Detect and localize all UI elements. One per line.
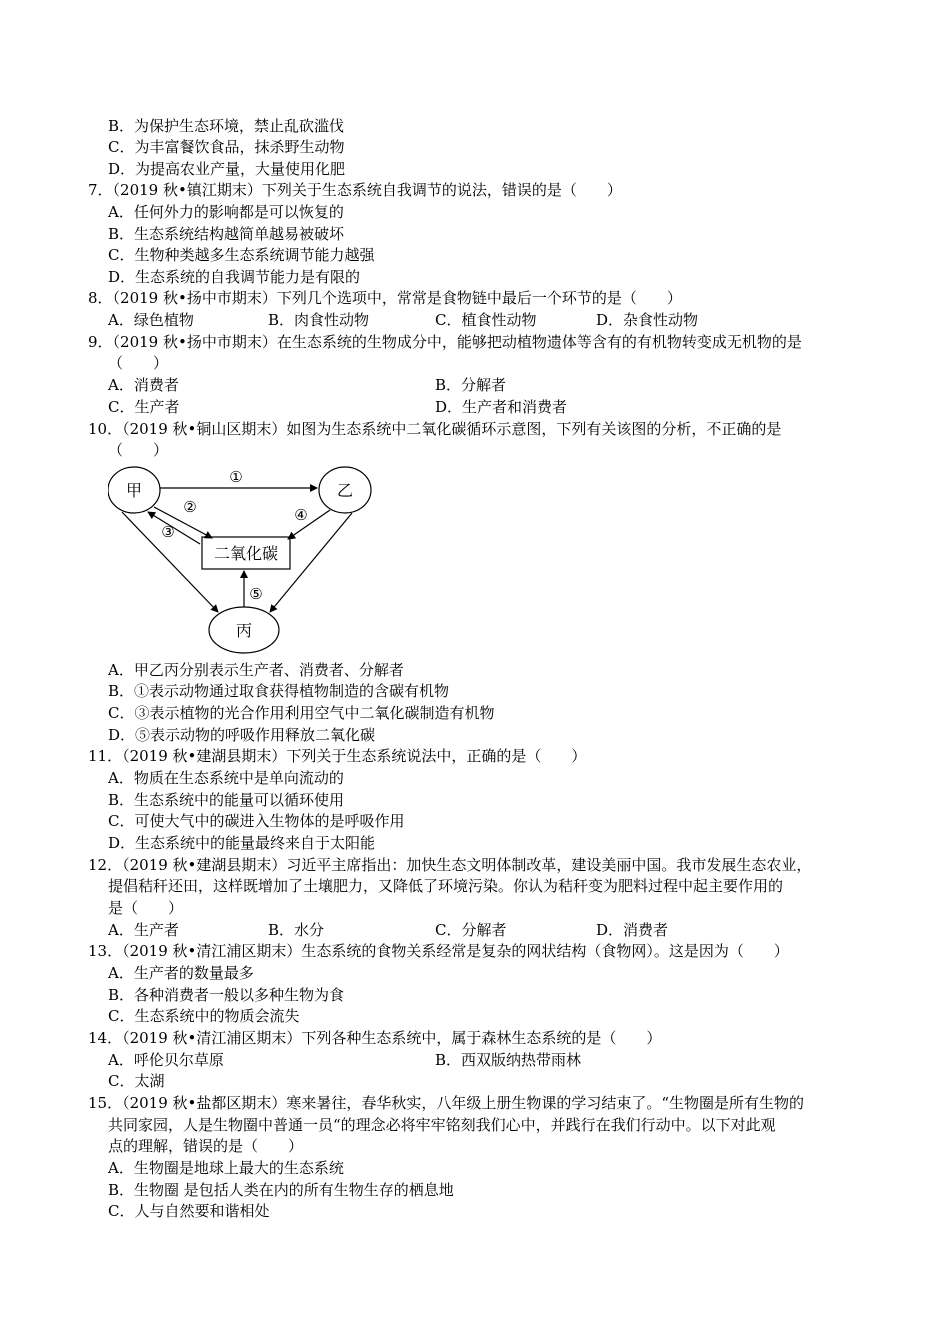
question-12-stem-cont1: 提倡秸秆还田，这样既增加了土壤肥力，又降低了环境污染。你认为秸秆变为肥料过程中起主要作用的 [108,877,784,895]
question-10-stem-cont: （ ） [108,441,169,459]
q7-option-d: D．生态系统的自我调节能力是有限的 [108,268,361,286]
question-8-stem: 8．（2019 秋•扬中市期末）下列几个选项中，常常是食物链中最后一个环节的是（ ） [88,289,682,307]
q12-option-a: A．生产者 [108,921,179,939]
q10-option-c: C．③表示植物的光合作用利用空气中二氧化碳制造有机物 [108,704,495,722]
q12-option-c: C．分解者 [435,921,507,939]
q8-option-c: C．植食性动物 [435,311,537,329]
q15-option-a: A．生物圈是地球上最大的生态系统 [108,1159,344,1177]
question-13-stem: 13．（2019 秋•清江浦区期末）生态系统的食物关系经常是复杂的网状结构（食物网）。这是因为（ ） [88,942,789,960]
label-5: ⑤ [249,585,263,603]
node-jia-label: 甲 [125,481,143,500]
node-yi-label: 乙 [336,481,354,500]
question-15-stem-cont1: 共同家园，人是生物圈中普通一员“的理念必将牢牢铭刻我们心中，并践行在我们行动中。以下对此观 [108,1116,776,1134]
q9-option-c: C．生产者 [108,398,180,416]
q13-option-c: C．生态系统中的物质会流失 [108,1007,300,1025]
q13-option-a: A．生产者的数量最多 [108,964,254,982]
q14-option-a: A．呼伦贝尔草原 [108,1051,224,1069]
q9-option-b: B．分解者 [435,376,507,394]
q15-option-b: B．生物圈 是包括人类在内的所有生物生存的栖息地 [108,1181,454,1199]
label-1: ① [229,468,243,486]
q14-option-b: B．西双版纳热带雨林 [435,1051,582,1069]
q11-option-d: D．生态系统中的能量最终来自于太阳能 [108,834,376,852]
carbon-cycle-diagram [108,462,378,662]
label-3: ③ [161,523,175,541]
label-2: ② [183,498,197,516]
q13-option-b: B．各种消费者一般以多种生物为食 [108,986,345,1004]
q8-option-b: B．肉食性动物 [268,311,370,329]
question-9-stem-cont: （ ） [108,354,169,372]
node-bing-label: 丙 [235,621,253,640]
q6-option-b: B．为保护生态环境，禁止乱砍滥伐 [108,117,345,135]
label-4: ④ [294,506,308,524]
q7-option-a: A．任何外力的影响都是可以恢复的 [108,203,344,221]
q11-option-b: B．生态系统中的能量可以循环使用 [108,791,345,809]
co2-box-label: 二氧化碳 [213,544,279,563]
question-15-stem: 15．（2019 秋•盐都区期末）寒来暑往，春华秋实，八年级上册生物课的学习结束了。“生物圈是所有生物的 [88,1094,805,1112]
question-15-stem-cont2: 点的理解，错误的是（ ） [108,1137,304,1155]
q8-option-a: A．绿色植物 [108,311,194,329]
q10-option-a: A．甲乙丙分别表示生产者、消费者、分解者 [108,661,404,679]
q12-option-b: B．水分 [268,921,325,939]
question-9-stem: 9．（2019 秋•扬中市期末）在生态系统的生物成分中，能够把动植物遗体等含有的有机物转变成无机物的是 [88,333,802,351]
q6-option-d: D．为提高农业产量，大量使用化肥 [108,160,346,178]
question-12-stem-cont2: 是（ ） [108,899,184,917]
q6-option-c: C．为丰富餐饮食品，抹杀野生动物 [108,138,345,156]
question-14-stem: 14．（2019 秋•清江浦区期末）下列各种生态系统中，属于森林生态系统的是（ ） [88,1029,662,1047]
q14-option-c: C．太湖 [108,1072,165,1090]
q12-option-d: D．消费者 [596,921,669,939]
question-7-stem: 7．（2019 秋•镇江期末）下列关于生态系统自我调节的说法，错误的是（ ） [88,181,622,199]
q7-option-b: B．生态系统结构越简单越易被破坏 [108,225,345,243]
q8-option-d: D．杂食性动物 [596,311,699,329]
q7-option-c: C．生物种类越多生态系统调节能力越强 [108,246,375,264]
question-11-stem: 11．（2019 秋•建湖县期末）下列关于生态系统说法中，正确的是（ ） [88,747,587,765]
q9-option-d: D．生产者和消费者 [435,398,568,416]
q11-option-a: A．物质在生态系统中是单向流动的 [108,769,344,787]
q10-option-b: B．①表示动物通过取食获得植物制造的含碳有机物 [108,682,450,700]
q11-option-c: C．可使大气中的碳进入生物体的是呼吸作用 [108,812,405,830]
question-10-stem: 10．（2019 秋•铜山区期末）如图为生态系统中二氧化碳循环示意图，下列有关该图的分析，不正确的是 [88,420,782,438]
q9-option-a: A．消费者 [108,376,179,394]
q15-option-c: C．人与自然要和谐相处 [108,1202,270,1220]
q10-option-d: D．⑤表示动物的呼吸作用释放二氧化碳 [108,726,376,744]
question-12-stem: 12．（2019 秋•建湖县期末）习近平主席指出：加快生态文明体制改革，建设美丽中国。我市发展生态农业， [88,856,812,874]
